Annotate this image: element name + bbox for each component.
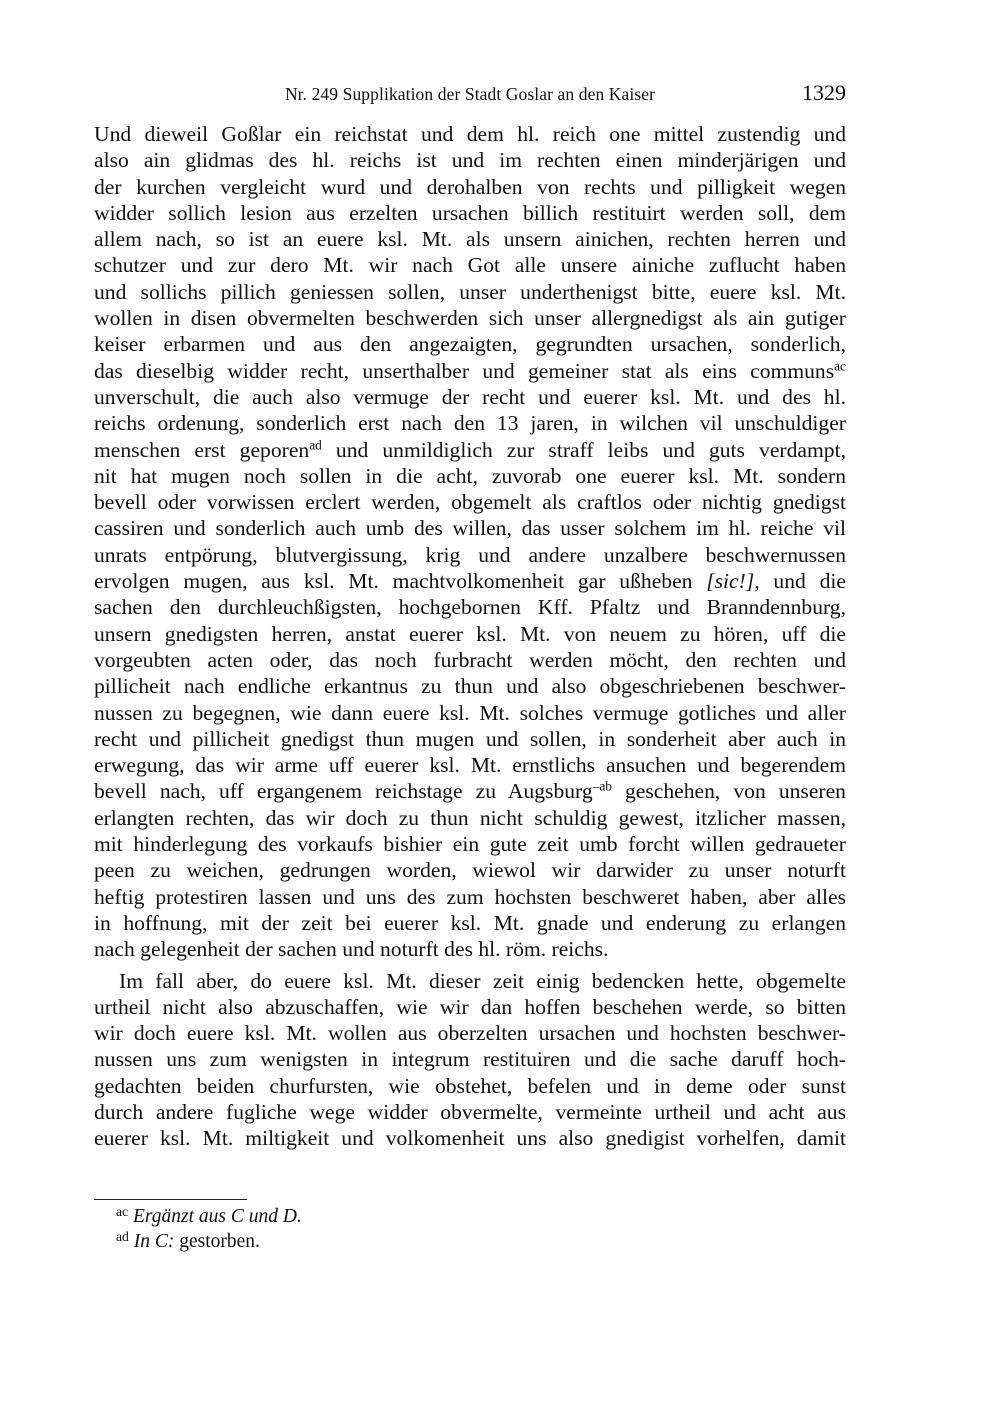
text-line: heftig protestiren lassen und uns des zum hochsten beschweret haben, aber alles: [94, 884, 846, 909]
text-line: reichs ordenung, sonderlich erst nach den 13 jaren, in wilchen vil unschuldiger: [94, 411, 846, 436]
footnote-rule: [94, 1199, 247, 1200]
text-line: und sollichs pillich geniessen sollen, unser underthenigst bitte, euere ksl. Mt.: [94, 279, 846, 304]
text-line: widder sollich lesion aus erzelten ursachen billich restituirt werden soll, dem: [94, 200, 846, 225]
text-line: wir doch euere ksl. Mt. wollen aus oberzelten ursachen und hochsten beschwer-: [94, 1021, 846, 1046]
text-segment: bevell nach, uff ergangenem reichstage zu Augsburg: [94, 779, 593, 804]
text-line: erlangten rechten, das wir doch zu thun nicht schuldig gewest, itzlicher massen,: [94, 805, 846, 830]
text-segment: ervolgen mugen, aus ksl. Mt. machtvolkomenheit gar ußheben: [94, 569, 707, 594]
footnote-italic-text: In C:: [133, 1231, 175, 1252]
text-line: erwegung, das wir arme uff euerer ksl. Mt. ernstlichs ansuchen und begerendem: [94, 753, 846, 778]
text-line: peen zu weichen, gedrungen worden, wiewol wir darwider zu unser noturft: [94, 858, 846, 883]
paragraph-2: [94, 968, 846, 1152]
text-line: mit hinderlegung des vorkaufs bishier ein gute zeit umb forcht willen gedraueter: [94, 832, 846, 857]
text-line: unverschult, die auch also vermuge der recht und euerer ksl. Mt. und des hl.: [94, 384, 846, 409]
text-line: pillicheit nach endliche erkantnus zu thun und also obgeschriebenen beschwer-: [94, 674, 846, 699]
footnote-ac: [116, 1204, 816, 1229]
footnote-text: gestorben.: [174, 1231, 260, 1252]
text-line: wollen in disen obvermelten beschwerden sich unser allergnedigst als ain gutiger: [94, 306, 846, 331]
footnote-ref-ac: ac: [834, 358, 846, 374]
text-line: durch andere fugliche wege widder obvermelte, vermeinte urtheil und acht aus: [94, 1099, 846, 1124]
text-segment: geschehen, von unseren: [611, 779, 846, 804]
text-line: urtheil nicht also abzuschaffen, wie wir dan hoffen beschehen werde, so bitten: [94, 994, 846, 1019]
text-line: in hoffnung, mit der zeit bei euerer ksl. Mt. gnade und enderung zu erlangen: [94, 910, 846, 935]
running-title: Nr. 249 Supplikation der Stadt Goslar an den Kaiser: [284, 84, 656, 104]
text-line: recht und pillicheit gnedigst thun mugen und sollen, in sonderheit aber auch in: [94, 726, 846, 751]
text-segment: menschen erst geporen: [94, 437, 310, 462]
footnote-ref-ab: –ab: [592, 779, 612, 795]
text-line: gedachten beiden churfursten, wie obstehet, befelen und in deme oder sunst: [94, 1073, 846, 1098]
text-line: also ain glidmas des hl. reichs ist und im rechten einen minderjärigen und: [94, 148, 846, 173]
main-text: [94, 121, 846, 1152]
text-line: Und dieweil Goßlar ein reichstat und dem hl. reich one mittel zustendig und: [94, 122, 846, 146]
text-line: allem nach, so ist an euere ksl. Mt. als unsern ainichen, rechten herren und: [94, 227, 846, 252]
text-line: cassiren und sonderlich auch umb des willen, das usser solchem im hl. reiche vil: [94, 516, 846, 541]
text-line: [94, 358, 846, 384]
page-number: 1329: [802, 80, 846, 105]
text-line: euerer ksl. Mt. miltigkeit und volkomenheit uns also gnedigist vorhelfen, damit: [94, 1126, 846, 1151]
text-line: unrats entpörung, blutvergissung, krig und andere unzalbere beschwernussen: [94, 542, 846, 567]
text-line: vorgeubten acten oder, das noch furbracht werden möcht, den rechten und: [94, 647, 846, 672]
text-segment: und unmildiglich zur straff leibs und guts verdampt,: [321, 437, 846, 462]
text-line: nussen uns zum wenigsten in integrum restituiren und die sache daruff hoch-: [94, 1047, 846, 1072]
text-line: nit hat mugen noch sollen in die acht, zuvorab one euerer ksl. Mt. sondern: [94, 463, 846, 488]
footnote-ref-ad: ad: [309, 437, 322, 453]
footnote-ad: [116, 1229, 816, 1254]
footnote-italic-text: Ergänzt aus C und D.: [132, 1206, 302, 1227]
text-line: bevell oder vorwissen erclert werden, obgemelt als craftlos oder nichtig gnedigst: [94, 490, 846, 515]
footnotes: [116, 1204, 816, 1254]
text-line: der kurchen vergleicht wurd und derohalben von rechts und pilligkeit wegen: [94, 174, 846, 199]
text-line: sachen den durchleuchßigsten, hochgebornen Kff. Pfaltz und Branndennburg,: [94, 595, 846, 620]
page-header: [94, 80, 846, 110]
text-line: keiser erbarmen und aus den angezaigten, gegrundten ursachen, sonderlich,: [94, 332, 846, 357]
text-segment: das dieselbig widder recht, unserthalber und gemeiner stat als eins communs: [94, 358, 835, 383]
paragraph-1: [94, 121, 846, 963]
text-line: nach gelegenheit der sachen und noturft des hl. röm. reichs.: [94, 937, 609, 962]
editorial-sic: [sic!],: [706, 569, 760, 594]
text-line: Im fall aber, do euere ksl. Mt. dieser zeit einig bedencken hette, obgemelte: [119, 968, 846, 993]
text-line: [94, 568, 846, 594]
footnote-mark: ad: [116, 1228, 129, 1244]
text-line: schutzer und zur dero Mt. wir nach Got alle unsere ainiche zuflucht haben: [94, 253, 846, 278]
text-line: unsern gnedigsten herren, anstat euerer ksl. Mt. von neuem zu hören, uff die: [94, 621, 846, 646]
text-line: [94, 778, 846, 804]
text-segment: und die: [759, 569, 846, 594]
text-line: nussen zu begegnen, wie dann euere ksl. Mt. solches vermuge gotliches und aller: [94, 700, 846, 725]
footnote-mark: ac: [116, 1203, 129, 1219]
text-line: [94, 437, 846, 463]
